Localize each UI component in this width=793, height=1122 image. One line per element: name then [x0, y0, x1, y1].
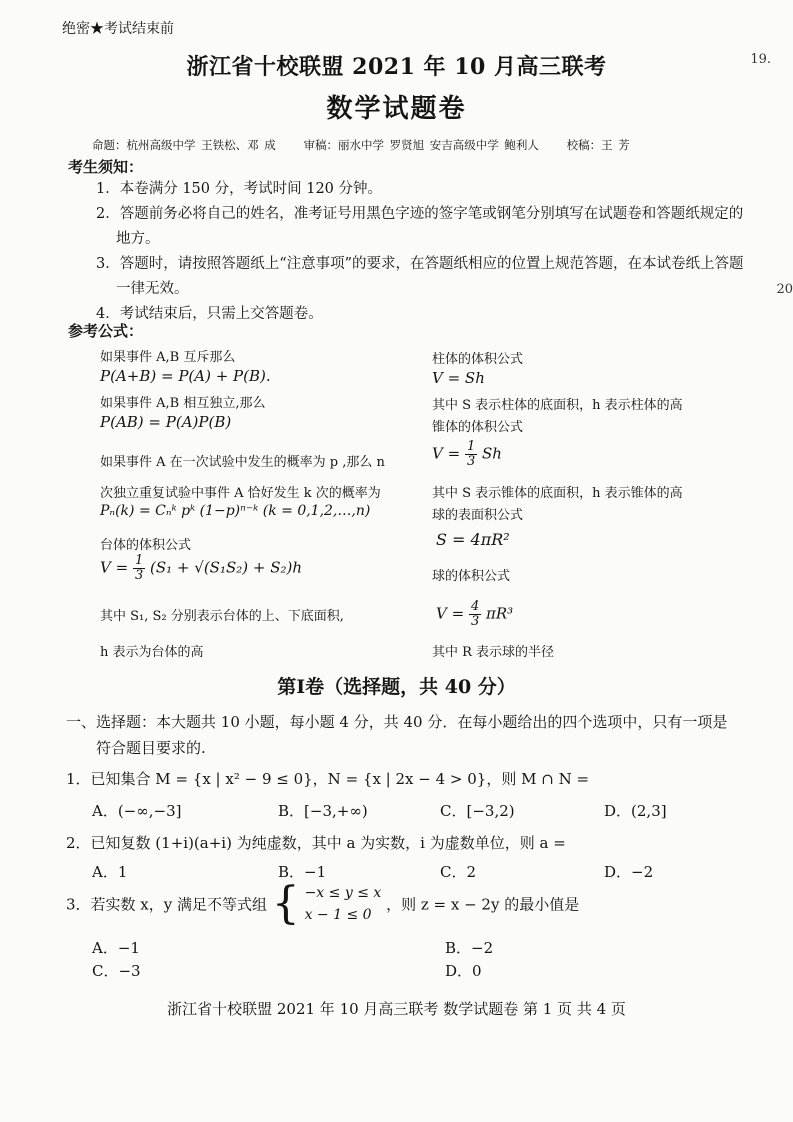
question-2-option-b: B．−1	[278, 863, 327, 881]
question-3-option-a: A．−1	[92, 939, 140, 957]
cone-rhs: Sh	[482, 444, 502, 463]
edge-mark: 19.	[750, 52, 771, 67]
question-1-option-b: B．[−3,+∞)	[278, 802, 368, 820]
prism-note: 其中 S 表示柱体的底面积，h 表示柱体的高	[432, 398, 683, 413]
cone-lhs: V =	[432, 444, 461, 463]
sphere-vol-rhs: πR³	[486, 604, 514, 623]
bernoulli-formula: Pₙ(k) = Cₙᵏ pᵏ (1−p)ⁿ⁻ᵏ (k = 0,1,2,…,n)	[100, 503, 371, 519]
bernoulli-text: 次独立重复试验中事件 A 恰好发生 k 次的概率为	[100, 486, 381, 501]
indep-text: 如果事件 A,B 相互独立,那么	[100, 396, 266, 411]
question-1-option-d: D．(2,3]	[604, 802, 667, 820]
inequality-line: x − 1 ≤ 0	[304, 907, 372, 923]
fraction-denominator: 3	[466, 454, 476, 469]
formula-heading: 参考公式：	[68, 322, 144, 340]
inequality-system	[305, 882, 382, 926]
sphere-area-formula: S = 4πR²	[436, 530, 510, 549]
notice-item: 4．考试结束后，只需上交答题卷。	[96, 306, 323, 322]
notice-item: 2．答题前务必将自己的姓名，准考证号用黑色字迹的签字笔或钢笔分别填写在试题卷和答题纸规定的地方。	[96, 206, 744, 247]
frustum-lhs: V =	[100, 558, 129, 577]
exam-subtitle: 数学试题卷	[326, 94, 467, 124]
fraction-denominator: 3	[134, 568, 144, 583]
author-line	[92, 137, 652, 153]
notice-list	[96, 177, 756, 327]
question-3-stem-post: ，则 z = x − 2y 的最小值是	[386, 895, 580, 914]
notice-item: 3．答题时，请按照答题纸上“注意事项”的要求，在答题纸相应的位置上规范答题，在本试卷纸上答题一律无效。	[96, 256, 744, 297]
question-3-option-c: C．−3	[92, 962, 141, 980]
author-setter: 命题：杭州高级中学 王铁松、邓 成	[92, 138, 276, 152]
sphere-vol-title: 球的体积公式	[432, 569, 511, 584]
bernoulli-text: 如果事件 A 在一次试验中发生的概率为 p ,那么 n	[100, 455, 385, 470]
question-1-option-c: C．[−3,2)	[440, 802, 515, 820]
cone-title: 锥体的体积公式	[432, 420, 524, 435]
secret-label: 绝密★考试结束前	[62, 21, 174, 37]
fraction-numerator: 4	[470, 599, 480, 614]
edge-mark: 20	[776, 282, 793, 297]
section-instruction: 符合题目要求的.	[96, 739, 206, 757]
frustum-title: 台体的体积公式	[100, 538, 192, 553]
author-reviewer: 审稿：丽水中学 罗贤旭 安吉高级中学 鲍利人	[303, 138, 539, 152]
question-3-stem-pre: 3．若实数 x，y 满足不等式组	[66, 895, 268, 914]
page-footer: 浙江省十校联盟 2021 年 10 月高三联考 数学试题卷 第 1 页 共 4 页	[167, 1000, 626, 1018]
prism-title: 柱体的体积公式	[432, 352, 524, 367]
sphere-area-title: 球的表面积公式	[432, 508, 524, 523]
question-2-option-a: A．1	[92, 863, 128, 881]
inequality-line: −x ≤ y ≤ x	[304, 885, 382, 901]
section-title: 第Ⅰ卷（选择题，共 40 分）	[277, 676, 516, 698]
mutex-text: 如果事件 A,B 互斥那么	[100, 350, 236, 365]
question-3-stem	[66, 878, 580, 929]
question-3-option-b: B．−2	[445, 939, 494, 957]
frustum-note: h 表示为台体的高	[100, 645, 204, 660]
fraction-numerator: 1	[466, 439, 476, 454]
fraction	[133, 554, 145, 583]
frustum-formula	[100, 554, 302, 583]
fraction	[469, 600, 481, 629]
question-2-option-d: D．−2	[604, 863, 654, 881]
fraction-denominator: 3	[470, 614, 480, 629]
sphere-note: 其中 R 表示球的半径	[432, 645, 555, 660]
question-1-stem: 1．已知集合 M = {x | x² − 9 ≤ 0}，N = {x | 2x − 4 > 0}，则 M ∩ N =	[66, 770, 590, 788]
sphere-vol-formula	[436, 600, 513, 629]
question-1-option-a: A．(−∞,−3]	[92, 802, 182, 820]
indep-formula: P(AB) = P(A)P(B)	[100, 413, 232, 431]
fraction-numerator: 1	[134, 553, 144, 568]
question-2-stem: 2．已知复数 (1+i)(a+i) 为纯虚数，其中 a 为实数，i 为虚数单位，则 a =	[66, 834, 566, 852]
fraction	[465, 440, 477, 469]
mutex-formula: P(A+B) = P(A) + P(B).	[100, 367, 271, 385]
exam-title: 浙江省十校联盟 2021 年 10 月高三联考	[186, 54, 607, 80]
prism-formula: V = Sh	[432, 369, 485, 387]
cone-formula	[432, 440, 502, 469]
cone-note: 其中 S 表示锥体的底面积，h 表示锥体的高	[432, 486, 683, 501]
sphere-vol-lhs: V =	[436, 604, 465, 623]
frustum-rhs: (S₁ + √(S₁S₂) + S₂)h	[150, 558, 303, 577]
notice-heading: 考生须知：	[68, 158, 144, 176]
section-instruction: 一、选择题：本大题共 10 小题，每小题 4 分，共 40 分．在每小题给出的四个选项中，只有一项是	[66, 713, 728, 731]
notice-item: 1．本卷满分 150 分，考试时间 120 分钟。	[96, 181, 383, 197]
question-2-option-c: C．2	[440, 863, 477, 881]
author-proofreader: 校稿：王 芳	[566, 138, 630, 152]
question-3-option-d: D．0	[445, 962, 482, 980]
brace-icon: {	[271, 878, 300, 929]
frustum-note: 其中 S₁, S₂ 分别表示台体的上、下底面积,	[100, 609, 344, 624]
